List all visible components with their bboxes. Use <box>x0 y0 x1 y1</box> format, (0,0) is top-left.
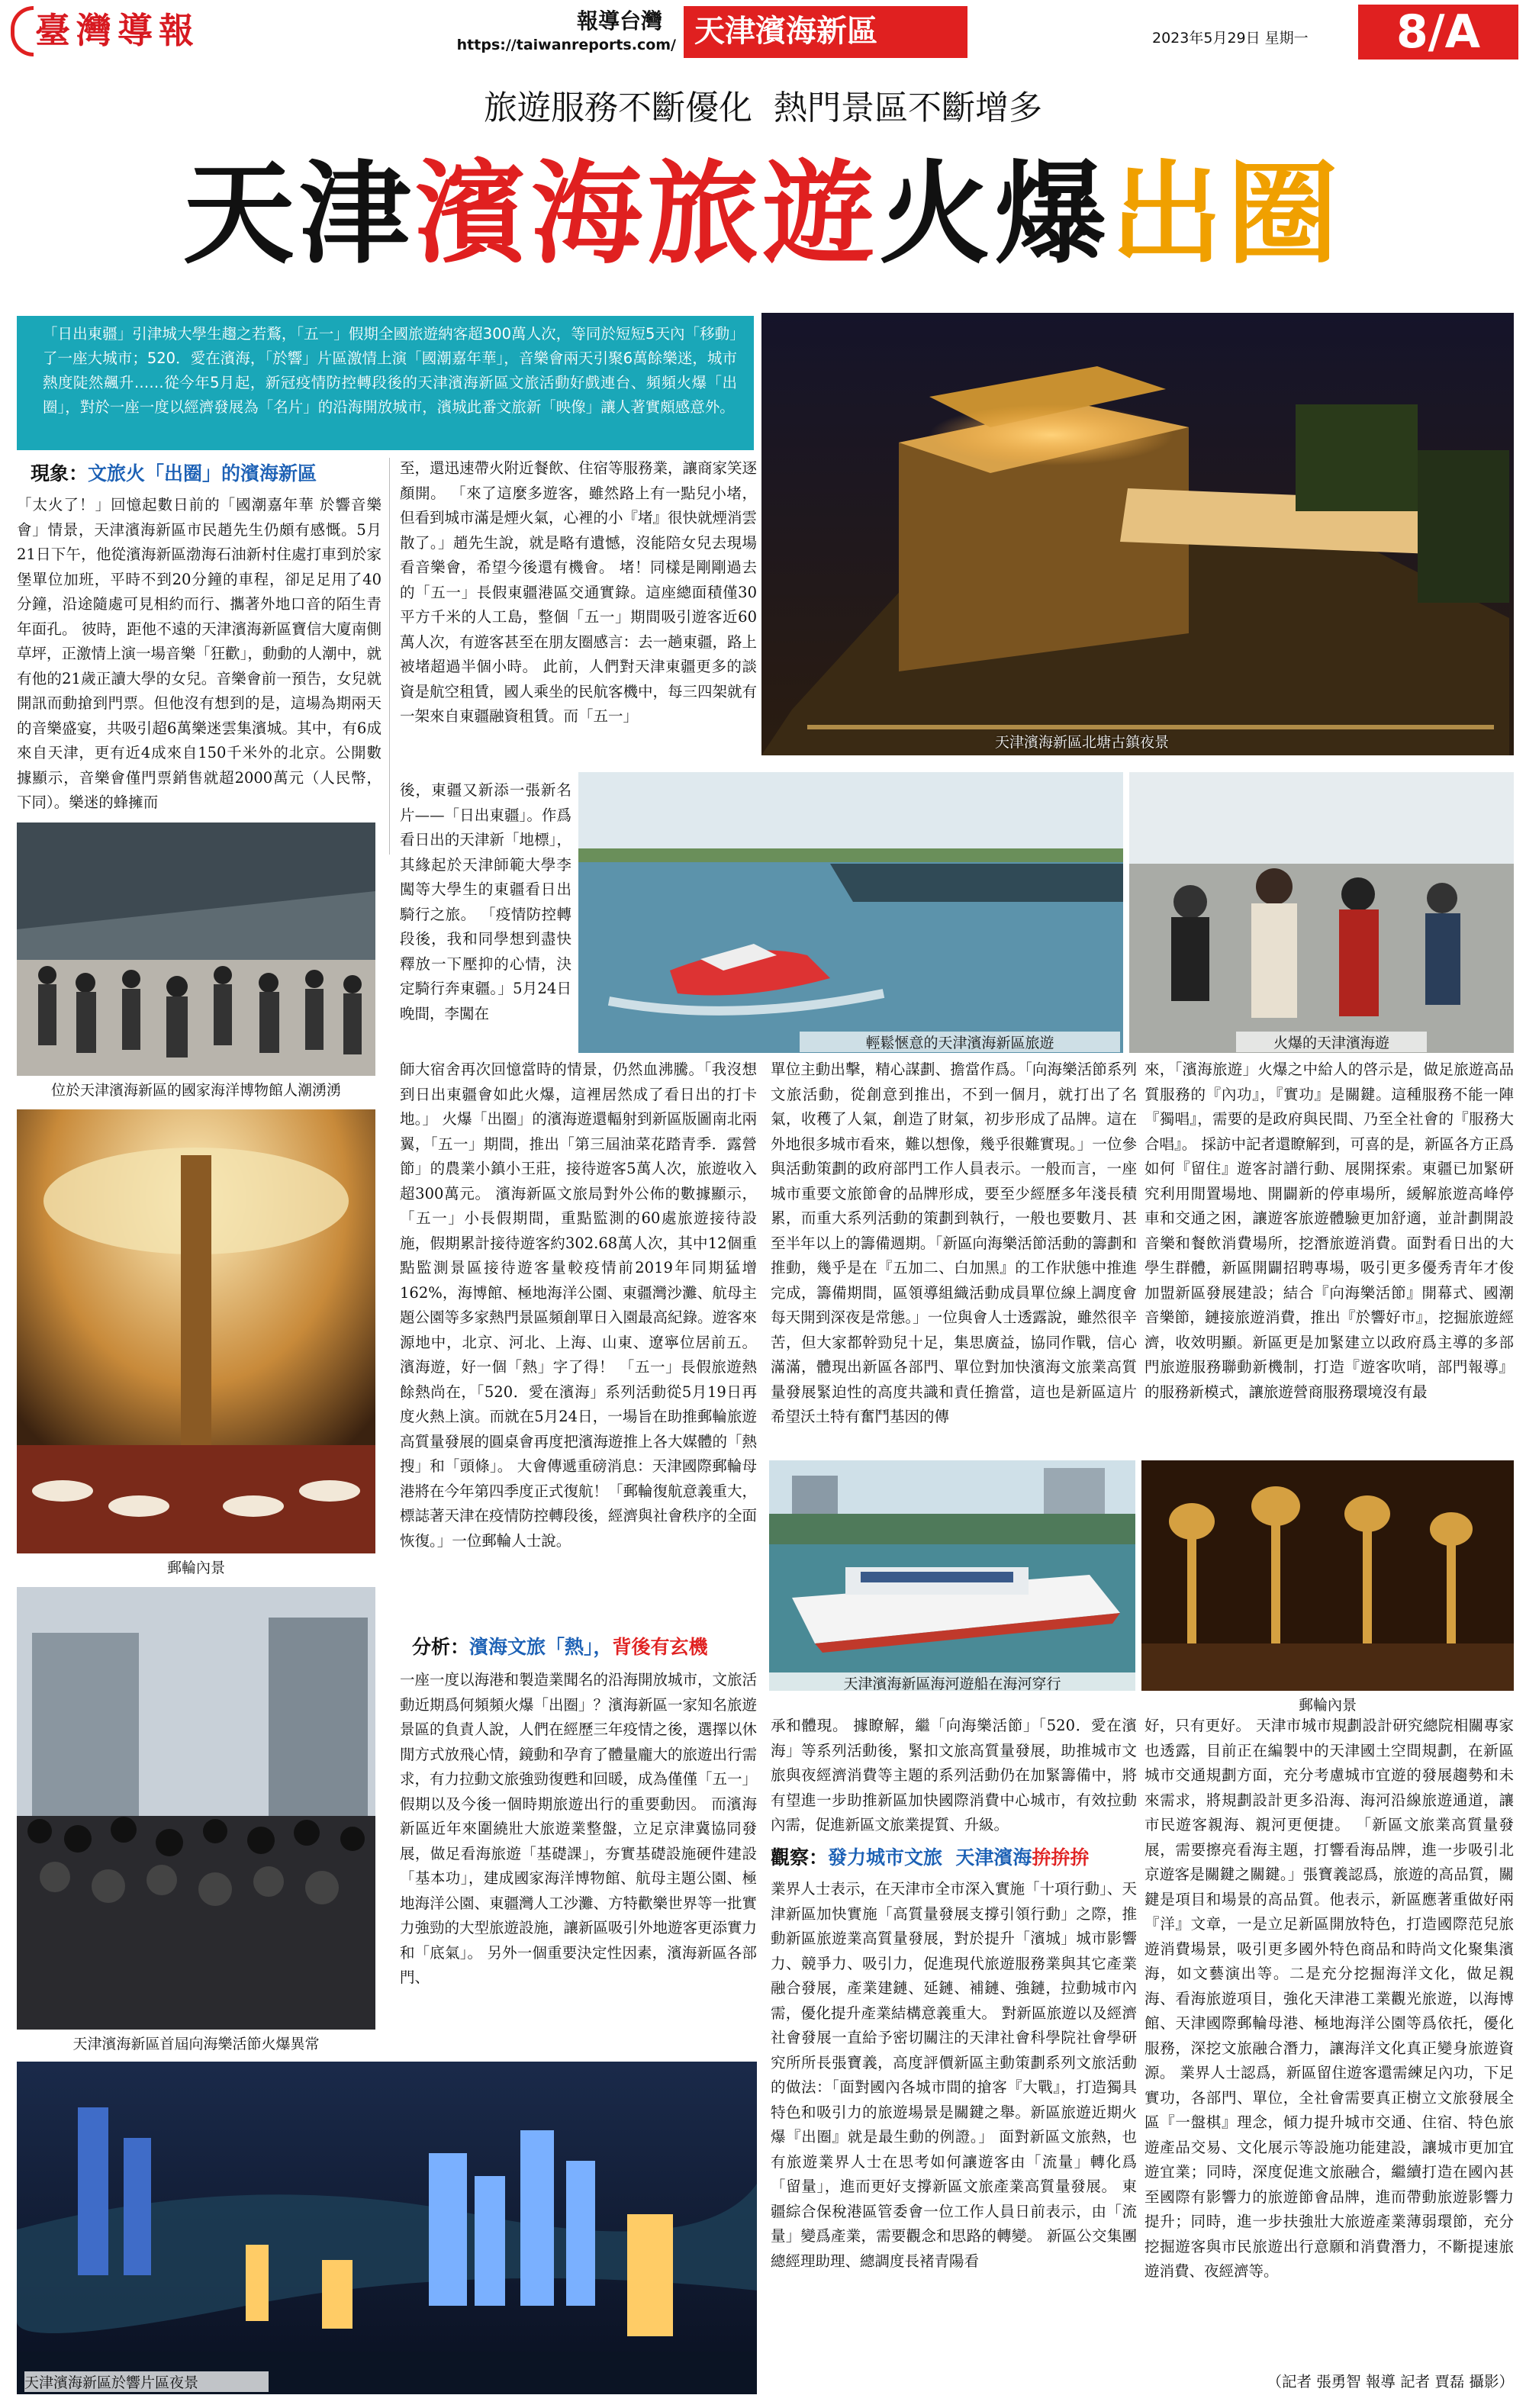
article-col3-text-c: 業界人士表示，在天津市全市深入實施「十項行動」、天津新區加快實施「高質量發展支撐引領行動」之際，推動新區旅遊業高質量發展，對於提升「濱城」城市影響力、競爭力、吸引力，促進現代旅遊服務業與其它產業融合發展，產業建鏈、延鏈、補鏈、強鏈，拉動城市內需，優化提升產業結構意義重大。 對新區旅遊以及經濟社會發展一直給予密切關注的天津社會科學院社會學研究所所長張寶義，高度評價新區主動策劃系列文旅活動的做法：「面對國內各城市間的搶客『大戰』，打造獨具特色和吸引力的旅遊場景是關鍵之舉。新區旅遊近期火爆『出圈』就是最生動的例證。」 面對新區文旅熱，也有旅遊業界人士在思考如何讓遊客由「流量」轉化爲「留量」，進而更好支撐新區文旅產業高質量發展。 東疆綜合保稅港區管委會一位工作人員日前表示，由「流量」變爲產業，需要觀念和思路的轉變。 新區公交集團總經理助理、總調度長褚青陽看 <box>771 1880 1137 2270</box>
photo-festival-crowd <box>17 1587 375 2030</box>
headline-part-3: 火爆 <box>879 150 1111 279</box>
cruise-interior-illustration <box>17 1109 375 1553</box>
photo-marine-museum <box>17 823 375 1076</box>
byline: （記者 張勇智 報導 記者 賈磊 攝影） <box>1267 2373 1514 2390</box>
article-col3-text-b: 承和體現。 據瞭解，繼「向海樂活節」「520．愛在濱海」等系列活動後，緊扣文旅高質量發展，助推城市文旅與夜經濟消費等主題的系列活動仍在加緊籌備中，將有望進一步助推新區加快國際消費中心城市，有效拉動內需，促進新區文旅業提質、升級。 <box>771 1717 1137 1833</box>
website-url[interactable]: https://taiwanreports.com/ <box>456 37 676 53</box>
river-cruise-illustration <box>769 1460 1135 1691</box>
section3-heading <box>771 1845 1137 1871</box>
section3-title-a: 發力城市文旅 天津濱海 <box>828 1846 1032 1869</box>
crowd-walking-illustration <box>1129 772 1514 1053</box>
night-city-illustration <box>17 2062 757 2394</box>
lead-text: 「日出東疆」引津城大學生趨之若鶩，「五一」假期全國旅遊納客超300萬人次，等同於短短5天內「移動」了一座大城市；520．愛在濱海，「於響」片區激情上演「國潮嘉年華」，音樂會兩天引聚6萬餘樂迷，城市熱度陡然飆升……從今年5月起，新冠疫情防控轉段後的天津濱海新區文旅活動好戲連台、頻頻火爆「出圈」，對於一座一度以經濟發展為「名片」的沿海開放城市，濱城此番文旅新「映像」讓人著實頗感意外。 <box>43 325 737 416</box>
article-col2-text-a: 至，還迅速帶火附近餐飲、住宿等服務業，讓商家笑逐顏開。 「來了這麼多遊客，雖然路上有一點兒小堵，但看到城市滿是煙火氣，心裡的小『堵』很快就煙消雲散了。」趙先生說，就是略有遺憾，沒能陪女兒去現場看音樂會，希望今後還有機會。 堵！同樣是剛剛過去的「五一」長假東疆港區交通實錄。這座總面積僅30平方千米的人工島，整個「五一」期間吸引遊客近60萬人次，有遊客甚至在朋友圈感言：去一趟東疆，路上被堵超過半個小時。 此前，人們對天津東疆更多的談資是航空租賃，國人乘坐的民航客機中，每三四架就有一架來自東疆融資租賃。而「五一」 <box>400 459 757 725</box>
festival-crowd-illustration <box>17 1587 375 2030</box>
headline-kicker: 旅遊服務不斷優化 熱門景區不斷增多 <box>484 89 1042 127</box>
photo-crowd-walking <box>1129 772 1514 1053</box>
page-number-box <box>1358 5 1518 60</box>
section3-label: 觀察： <box>771 1846 829 1869</box>
photo-beitang-night <box>761 313 1514 755</box>
caption-beitang: 天津濱海新區北塘古鎮夜景 <box>994 734 1169 751</box>
section3-title-b: 拚拚拚 <box>1032 1846 1090 1869</box>
section-title-bar <box>684 6 967 58</box>
section2-title-b: 背後有玄機 <box>612 1636 708 1658</box>
section-title: 天津濱海新區 <box>694 14 877 49</box>
caption-yuxiang-night: 天津濱海新區於響片區夜景 <box>24 2371 269 2392</box>
headline-part-4: 出圈 <box>1111 150 1343 279</box>
section2-title-a: 濱海文旅「熱」， <box>469 1636 613 1658</box>
photo-yuxiang-night <box>17 2062 757 2394</box>
paper-name: 臺灣導報 <box>35 10 200 51</box>
lead-box <box>17 316 754 450</box>
masthead <box>0 0 1526 64</box>
divider-col1 <box>389 458 390 855</box>
section1-label: 現象： <box>31 462 89 484</box>
masthead-bracket-left <box>11 6 34 56</box>
caption-cruise-interior-1: 郵輪內景 <box>166 1560 225 1576</box>
caption-cruise-interior-2: 郵輪內景 <box>1298 1697 1357 1714</box>
photo-cruise-interior-2 <box>1141 1460 1514 1691</box>
article-col3-text-a: 單位主動出擊，精心謀劃、擔當作爲。「向海樂活節系列文旅活動，從創意到推出，不到一個月，就打出了名氣，收穫了人氣，創造了財氣，初步形成了品牌。這在外地很多城市看來，難以想像，幾乎很難實現。」一位參與活動策劃的政府部門工作人員表示。一般而言，一座城市重要文旅節會的品牌形成，要至少經歷多年淺長積累，而重大系列活動的策劃到執行，一般也要數月、甚至半年以上的籌備週期。「新區向海樂活節活動的籌劃和推動，幾乎是在『五加二、白加黑』的工作狀態中推進完成，籌備期間，區領導組織活動成員單位線上調度會每天開到深夜是常態。」一位與會人士透露說，雖然很辛苦，但大家都幹勁兒十足，集思廣益，協同作戰，信心滿滿，體現出新區各部門、單位對加快濱海文旅業高質量發展緊迫性的高度共識和責任擔當，這也是新區這片希望沃土特有奮鬥基因的傳 <box>771 1061 1137 1425</box>
caption-marine-museum: 位於天津濱海新區的國家海洋博物館人潮湧湧 <box>50 1082 341 1099</box>
caption-crowd-walking: 火爆的天津濱海遊 <box>1236 1032 1427 1052</box>
main-headline <box>0 150 1526 279</box>
article-col4-text-a: 來，「濱海旅遊」火爆之中給人的啓示是，做足旅遊高品質服務的『內功』，『實功』是關鍵。這種服務不能一陣『獨唱』，需要的是政府與民間、乃至全社會的『服務大合唱』。 採訪中記者還瞭解到，可喜的是，新區各方正爲如何『留住』遊客討譜行動、展開探索。東疆已加緊研究利用閒置場地、開闢新的停車場所，緩解旅遊高峰停車和交通之困，讓遊客旅遊體驗更加舒適，並計劃開設音樂和餐飲消費場所，挖潛旅遊消費。面對看日出的大學生群體，新區開闢招聘專場，吸引更多優秀青年才俊加盟新區發展建設；結合『向海樂活節』開幕式、國潮音樂節，鏈接旅遊消費，推出『於響好市』，挖掘旅遊經濟，收效明顯。新區更是加緊建立以政府爲主導的多部門旅遊服務聯動新機制，打造『遊客吹哨，部門報導』的服務新模式，讓旅遊營商服務環境沒有最 <box>1144 1061 1514 1401</box>
article-col2-text-d: 一座一度以海港和製造業聞名的沿海開放城市，文旅活動近期爲何頻頻火爆「出圈」？濱海新區一家知名旅遊景區的負責人說，人們在經歷三年疫情之後，選擇以休閒方式放飛心情，鏡動和孕育了體量龐大的旅遊出行需求，有力拉動文旅強勁復甦和回暖，成為僅僅「五一」假期以及今後一個時期旅遊出行的重要動因。 而濱海新區近年來圍繞壯大旅遊業整盤，立足京津冀協同發展，做足看海旅遊「基礎課」，夯實基礎設施硬件建設「基本功」，建成國家海洋博物館、航母主題公園、極地海洋公園、東疆灣人工沙灘、方特歡樂世界等一批實力強勁的大型旅遊設施，讓新區吸引外地遊客更添實力和「底氣」。 另外一個重要決定性因素，濱海新區各部門、 <box>400 1671 757 1986</box>
page-number: 8/A <box>1396 5 1481 59</box>
caption-festival-crowd: 天津濱海新區首屆向海樂活節火爆異常 <box>72 2036 320 2052</box>
article-col2-text-c: 師大宿舍再次回憶當時的情景，仍然血沸騰。「我沒想到日出東疆會如此火爆，這裡居然成了看日出的打卡地。」 火爆「出圈」的濱海遊還輻射到新區版圖南北兩翼，「五一」期間，推出「第三屆油菜花踏青季．露營節」的農業小鎮小王莊，接待遊客5萬人次，旅遊收入超300萬元。 濱海新區文旅局對外公佈的數據顯示，「五一」小長假期間，重點監測的60處旅遊接待設施，假期累計接待遊客約302.68萬人次，其中12個重點監測景區接待遊客量較疫情前2019年同期猛增162%，海博館、極地海洋公園、東疆灣沙灘、航母主題公園等多家熱門景區頻創單日入園最高紀錄。遊客來源地中，北京、河北、上海、山東、遼寧位居前五。 濱海遊，好一個「熱」字了得！ 「五一」長假旅遊熱餘熱尚在，「520．愛在濱海」系列活動從5月19日再度火熱上演。而就在5月24日，一場旨在助推郵輪旅遊高質量發展的圓桌會再度把濱海遊推上各大媒體的「熱搜」和「頭條」。 大會傳遞重磅消息：天津國際郵輪母港將在今年第四季度正式復航！「郵輪復航意義重大，標誌著天津在疫情防控轉段後，經濟與社會秩序的全面恢復。」一位郵輪人士說。 <box>400 1061 757 1550</box>
section1-heading <box>31 461 374 487</box>
section-label: 報導台灣 <box>576 8 662 34</box>
issue-date: 2023年5月29日 星期一 <box>1152 30 1309 47</box>
section2-label: 分析： <box>412 1636 470 1658</box>
headline-part-2: 濱海旅遊 <box>415 150 879 279</box>
photo-cruise-interior <box>17 1109 375 1553</box>
caption-speedboat: 輕鬆愜意的天津濱海新區旅遊 <box>800 1032 1120 1052</box>
caption-river-cruise: 天津濱海新區海河遊船在海河穿行 <box>769 1672 1135 1691</box>
photo-speedboat <box>578 772 1123 1053</box>
beitang-illustration <box>761 313 1514 755</box>
glassware-illustration <box>1141 1460 1514 1691</box>
photo-river-cruise <box>769 1460 1135 1691</box>
section1-title: 文旅火「出圈」的濱海新區 <box>88 462 317 484</box>
headline-part-1: 天津 <box>183 150 415 279</box>
museum-crowd-illustration <box>17 823 375 1076</box>
speedboat-illustration <box>578 772 1123 1053</box>
article-col1-text: 「太火了！」回憶起數日前的「國潮嘉年華 於響音樂會」情景，天津濱海新區市民趙先生仍頗有感慨。5月21日下午，他從濱海新區渤海石油新村住處打車到於家堡單位加班，平時不到20分鐘的車程，卻足足用了40分鐘，沿途隨處可見相約而行、攜著外地口音的陌生青年面孔。 彼時，距他不遠的天津濱海新區寶信大廈南側草坪，正激情上演一場音樂「狂歡」，動動的人潮中，就有他的21歲正讀大學的女兒。音樂會前一預告，女兒就開訊而動搶到門票。但他沒有想到的是，這場為期兩天的音樂盛宴，共吸引超6萬樂迷雲集濱城。其中，有6成來自天津，更有近4成來自150千米外的北京。公開數據顯示，音樂會僅門票銷售就超2000萬元（人民幣，下同）。樂迷的蜂擁而 <box>17 496 382 811</box>
article-col4-text-b: 好，只有更好。 天津市城市規劃設計研究總院相關專家也透露，目前正在編製中的天津國土空間規劃，在新區城市交通規劃方面，充分考慮城市宜遊的發展趨勢和未來需求，將規劃設計更多沿海、海河沿線旅遊通道，讓市民遊客親海、親河更便捷。 「新區文旅業高質量發展，需要擦亮看海主題，打響看海品牌，進一步吸引北京遊客是關鍵之關鍵。」張寶義認爲，旅遊的高品質，關鍵是項目和場景的高品質。他表示，新區應著重做好兩『洋』文章，一是立足新區開放特色，打造國際范兒旅遊消費場景，吸引更多國外特色商品和時尚文化聚集濱海，如文藝演出等。二是充分挖掘海洋文化，做足親海、看海旅遊項目，強化天津港工業觀光旅遊，以海博館、天津國際郵輪母港、極地海洋公園等爲依托，優化服務，深挖文旅融合潛力，讓海洋文化真正變身旅遊資源。 業界人士認爲，新區留住遊客還需練足內功，下足實功，各部門、單位，全社會需要真正樹立文旅發展全區『一盤棋』理念，傾力提升城市交通、住宿、特色旅遊產品交易、文化展示等設施功能建設，讓城市更加宜遊宜業；同時，深度促進文旅融合，繼續打造在國內甚至國際有影響力的旅遊節會品牌，進而帶動旅遊影響力提升；同時，進一步扶強壯大旅遊產業薄弱環節，充分挖掘遊客與市民旅遊出行意願和消費潛力，不斷提速旅遊消費、夜經濟等。 <box>1144 1717 1514 2280</box>
article-col2-text-b: 後，東疆又新添一張新名片——「日出東疆」。作爲看日出的天津新「地標」，其緣起於天津師範大學李闖等大學生的東疆看日出騎行之旅。 「疫情防控轉段後，我和同學想到盡快釋放一下壓抑的心情，決定騎行奔東疆。」5月24日晚間，李闖在 <box>400 781 571 1022</box>
section2-heading <box>412 1634 755 1660</box>
